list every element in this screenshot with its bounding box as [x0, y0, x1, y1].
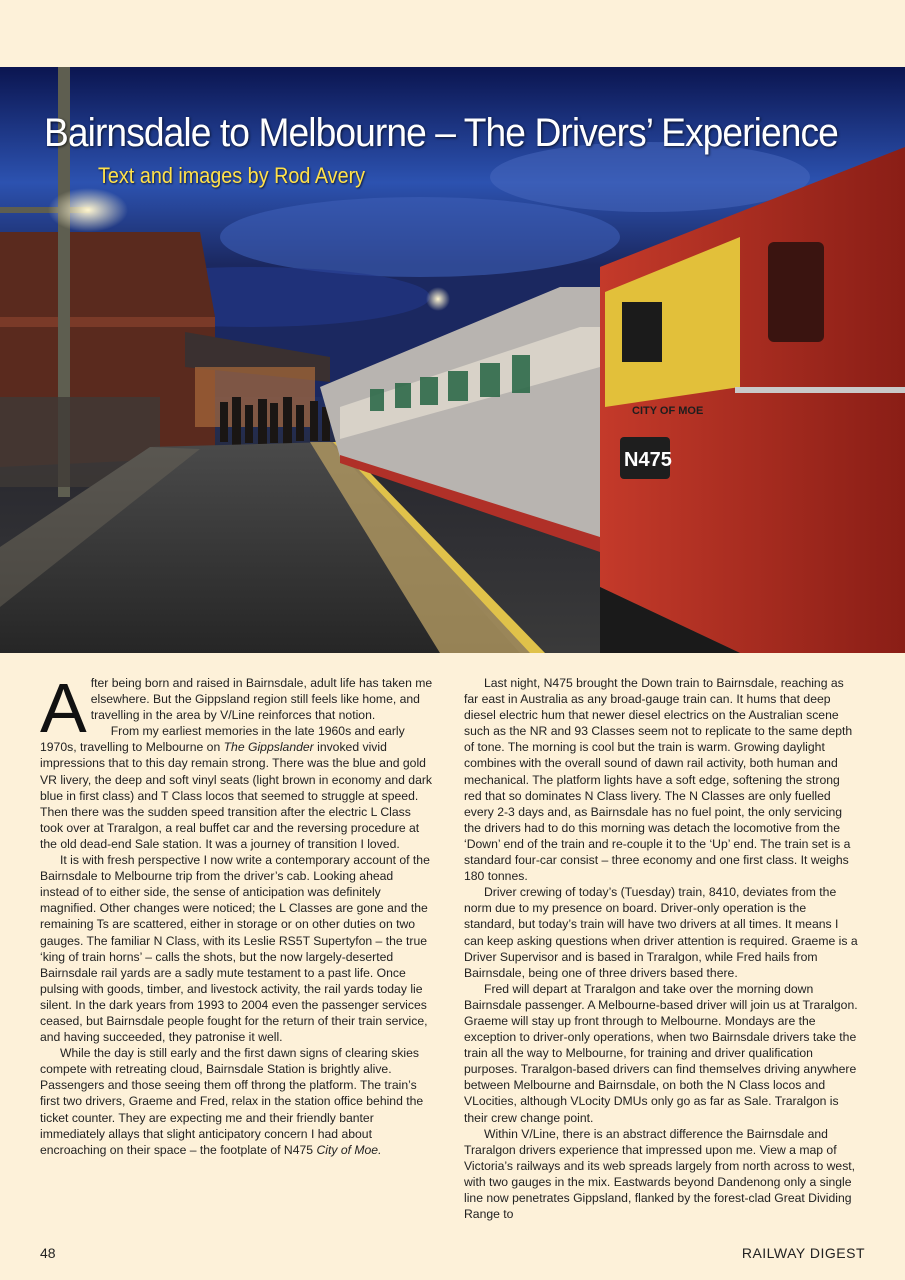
svg-text:CITY OF MOE: CITY OF MOE — [632, 405, 704, 417]
paragraph: Last night, N475 brought the Down train to Bairnsdale, reaching as far east in Australia as any broad-gauge train can. It hums that deep diesel electric hum that newer diesel electrics on the Australian scene such as the NR and 93 Classes seem not to replicate to the same depth of tone. The morning is cool but the train is warm. Growing daylight combines with the overall sound of dawn rail activity, both human and mechanical. The platform lights have a soft edge, softening the strong red that so dominates N Class livery. The N Classes are only fuelled every 2-3 days and, as Bairnsdale has no fuel point, the only servicing the drivers had to do this morning was detach the locomotive from the ‘Down’ end of the train and re-couple it to the ‘Up’ end. The train set is a standard four-car consist – three economy and one first class. It weighs 180 tonnes. — [464, 676, 853, 884]
paragraph: From my earliest memories in the late 1960s and early 1970s, travelling to Melbourne on The Gippslander invoked vivid impressions that to this day remain strong. There was the blue and gold VR livery, the deep and soft vinyl seats (light brown in economy and dark blue in first class) and T Class locos that seemed to struggle at speed. Then there was the sudden speed transition after the electric L Class took over at Traralgon, a real buffet car and the reversing procedure at the old dead-end Sale station. It was a journey of transition I loved. — [40, 724, 433, 851]
drop-cap: A — [40, 669, 87, 747]
paragraph: Driver crewing of today’s (Tuesday) train, 8410, deviates from the norm due to my presence on board. Driver-only operation is the standard, but today’s train will have two drivers at all times. It means I can keep asking questions when driver attention is required. Graeme is a Driver Supervisor and is based in Traralgon, while Fred hails from Bairnsdale, being one of three drivers based there. — [464, 885, 858, 980]
passenger-crowd — [220, 397, 330, 445]
paragraph: After being born and raised in Bairnsdale, adult life has taken me elsewhere. But the Gippsland region still feels like home, and travelling in the area by V/Line reinforces that notion. — [40, 669, 433, 747]
svg-text:N475: N475 — [624, 449, 672, 471]
paragraph: Fred will depart at Traralgon and take over the morning down Bairnsdale passenger. A Melbourne-based driver will join us at Traralgon. Graeme will stay up front through to Melbourne. Mondays are the exception to driver-only operations, when two Bairnsdale drivers take the train all the way to Melbourne, for training and driver qualification purposes. Traralgon-based drivers can find themselves driving anywhere between Melbourne and Bairnsdale, on both the N Class locos and VLocities, although VLocity DMUs only go as far as Sale. Traralgon is their crew change point. — [464, 981, 858, 1125]
paragraph: It is with fresh perspective I now write a contemporary account of the Bairnsdale to Melbourne trip from the driver’s cab. Looking ahead instead of to either side, the sense of anticipation was definitely magnified. Other changes were noticed; the L Classes are gone and the remaining Ts are scattered, either in storage or on other duties on two gauges. The familiar N Class, with its Leslie RS5T Supertyfon – the true ‘king of train horns’ – calls the shots, but the now largely-deserted Bairnsdale rail yards are a sadly mute testament to a past life. Once pulsing with goods, timber, and livestock activity, the rail yards today lie silent. In the dark years from 1993 to 2004 even the passenger services ceased, but Bairnsdale people fought for the return of their train service, and having succeeded, they patronise it well. — [40, 853, 430, 1045]
body-column-left — [40, 669, 434, 1158]
article-byline: Text and images by Rod Avery — [98, 163, 366, 188]
body-column-right — [464, 675, 858, 1222]
loco-cab-window — [622, 302, 662, 362]
article-title: Bairnsdale to Melbourne – The Drivers’ Experience — [44, 111, 838, 155]
paragraph: While the day is still early and the first dawn signs of clearing skies compete with retreating cloud, Bairnsdale Station is brightly alive. Passengers and those seeing them off throng the platform. The train’s first two drivers, Graeme and Fred, relax in the station office behind the ticket counter. They are expecting me and their friendly banter immediately allays that slight anticipatory concern I had about encroaching on their space – the footplate of N475 City of Moe. — [40, 1046, 424, 1157]
cloud — [220, 197, 620, 277]
distant-lamp — [426, 287, 450, 311]
loco-number-plate — [620, 437, 672, 479]
hero-photo — [0, 67, 905, 653]
station-eave — [0, 317, 215, 327]
lamp-glow — [48, 188, 128, 232]
loco-handrail — [735, 387, 905, 393]
page-number: 48 — [40, 1245, 56, 1261]
paragraph: Within V/Line, there is an abstract difference the Bairnsdale and Traralgon drivers experience that impressed upon me. View a map of Victoria’s railways and its web spreads largely from north across to west, with two gauges in the mix. Eastwards beyond Dandenong only a single line now penetrates Gippsland, flanked by the forest-clad Great Dividing Range to — [464, 1126, 856, 1222]
loco-side-window — [768, 242, 824, 342]
magazine-name: RAILWAY DIGEST — [741, 1245, 865, 1261]
loco-name-plate — [632, 405, 703, 417]
